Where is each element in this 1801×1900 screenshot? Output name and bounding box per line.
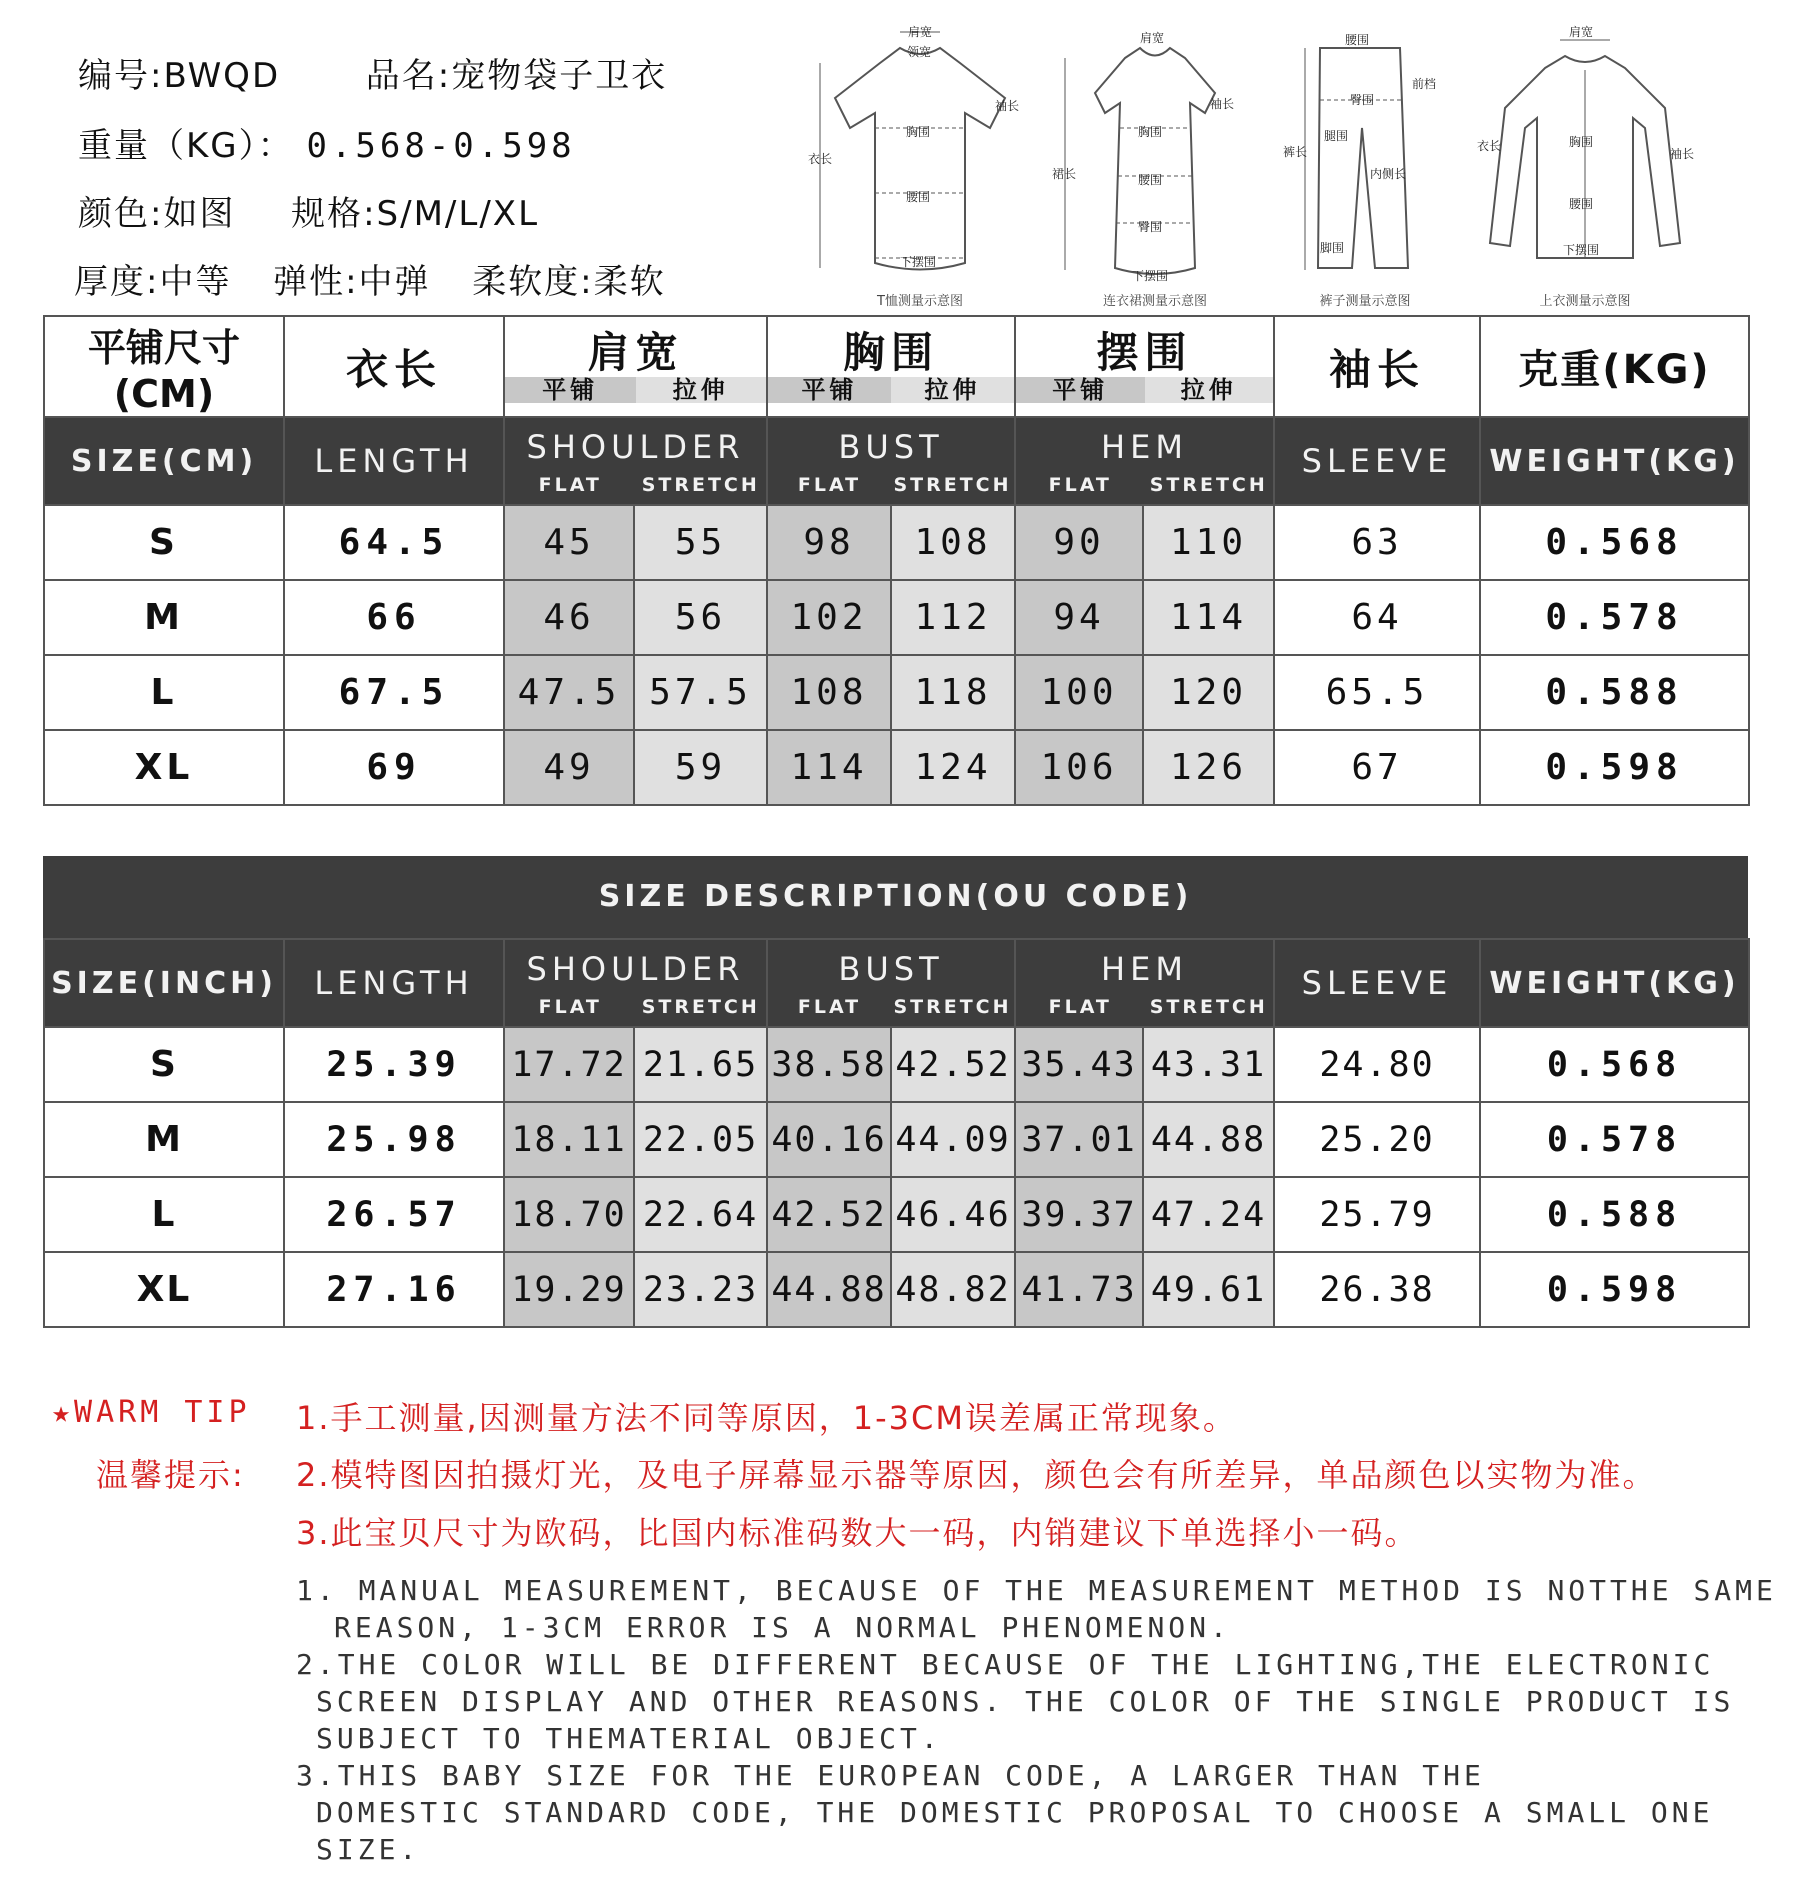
material-line <box>74 254 666 303</box>
cn-shoulder-header: 肩宽 平铺 拉伸 <box>504 316 767 417</box>
svg-text:前档: 前档 <box>1412 77 1437 91</box>
cn-bust-header: 胸围 平铺 拉伸 <box>767 316 1015 417</box>
tip-en-line: 3.THIS BABY SIZE FOR THE EUROPEAN CODE, A LARGER THAN THE <box>296 1759 1485 1792</box>
tip-en-line: REASON, 1-3CM ERROR IS A NORMAL PHENOMENON. <box>334 1611 1231 1644</box>
product-name: 品名:宠物袋子卫衣 <box>365 56 668 96</box>
svg-text:肩宽: 肩宽 <box>1569 25 1594 39</box>
inch-sleeve-header: SLEEVE <box>1274 939 1480 1027</box>
tip-en-line: 2.THE COLOR WILL BE DIFFERENT BECAUSE OF THE LIGHTING,THE ELECTRONIC <box>296 1648 1715 1681</box>
table-row: M 25.98 18.11 22.05 40.16 44.09 37.01 44.88 25.20 0.578 <box>44 1102 1749 1177</box>
dress-diagram-caption: 连衣裙测量示意图 <box>1102 294 1207 309</box>
pants-measure-diagram <box>1280 18 1450 309</box>
tip-cn-2: 2.模特图因拍摄灯光，及电子屏幕显示器等原因，颜色会有所差异，单品颜色以实物为准。 <box>296 1456 1657 1494</box>
warm-tip-cn-label: 温馨提示: <box>96 1456 245 1494</box>
table-row: L 67.5 47.5 57.5 108 118 100 120 65.5 0.588 <box>44 655 1749 730</box>
weight-label: 重量（KG）： <box>78 126 294 166</box>
weight-value: 0.568-0.598 <box>306 126 576 166</box>
svg-text:胸围: 胸围 <box>1138 125 1163 139</box>
en-weight-header: WEIGHT(KG) <box>1480 417 1749 505</box>
svg-text:下摆围: 下摆围 <box>900 255 937 269</box>
tip-en-line: 1. MANUAL MEASUREMENT, BECAUSE OF THE MEASUREMENT METHOD IS NOTTHE SAME <box>296 1574 1777 1607</box>
dress-measure-diagram <box>1050 18 1260 309</box>
svg-text:衣长: 衣长 <box>1477 139 1502 153</box>
jacket-measure-diagram <box>1465 18 1705 309</box>
svg-text:下摆围: 下摆围 <box>1563 243 1600 257</box>
inch-length-header: LENGTH <box>284 939 504 1027</box>
svg-text:袖长: 袖长 <box>1670 147 1695 161</box>
table-row: L 26.57 18.70 22.64 42.52 46.46 39.37 47.24 25.79 0.588 <box>44 1177 1749 1252</box>
tip-en-line: DOMESTIC STANDARD CODE, THE DOMESTIC PROPOSAL TO CHOOSE A SMALL ONE SIZE. <box>316 1796 1714 1866</box>
cn-length-header: 衣长 <box>284 316 504 417</box>
size-description-title: SIZE DESCRIPTION(OU CODE) <box>43 856 1748 938</box>
svg-text:裤长: 裤长 <box>1283 145 1308 159</box>
pants-outline-icon <box>1280 18 1450 303</box>
jacket-diagram-caption: 上衣测量示意图 <box>1539 294 1631 309</box>
warm-tip-label: ★WARM TIP <box>52 1395 251 1430</box>
en-hem-header: HEM FLAT STRETCH <box>1015 417 1274 505</box>
inch-bust-header: BUST FLAT STRETCH <box>767 939 1015 1027</box>
svg-text:腰围: 腰围 <box>1569 197 1594 211</box>
inch-weight-header: WEIGHT(KG) <box>1480 939 1749 1027</box>
tip-cn-3: 3.此宝贝尺寸为欧码，比国内标准码数大一码，内销建议下单选择小一码。 <box>296 1514 1419 1552</box>
en-bust-header: BUST FLAT STRETCH <box>767 417 1015 505</box>
thickness-info: 厚度:中等 <box>74 262 232 302</box>
svg-text:腰围: 腰围 <box>906 190 931 204</box>
en-shoulder-header: SHOULDER FLAT STRETCH <box>504 417 767 505</box>
tip-en-line: SCREEN DISPLAY AND OTHER REASONS. THE COLOR OF THE SINGLE PRODUCT IS <box>316 1685 1735 1718</box>
svg-text:腰围: 腰围 <box>1138 173 1163 187</box>
svg-text:内侧长: 内侧长 <box>1370 167 1407 181</box>
svg-text:袖长: 袖长 <box>1210 97 1235 111</box>
table-row: M 66 46 56 102 112 94 114 64 0.578 <box>44 580 1749 655</box>
table-row: S 64.5 45 55 98 108 90 110 63 0.568 <box>44 505 1749 580</box>
softness-info: 柔软度:柔软 <box>472 262 666 302</box>
inch-hem-header: HEM FLAT STRETCH <box>1015 939 1274 1027</box>
svg-text:肩宽: 肩宽 <box>1140 31 1165 45</box>
svg-text:臀围: 臀围 <box>1138 220 1163 234</box>
tshirt-diagram-caption: T恤测量示意图 <box>877 294 963 309</box>
svg-text:腿围: 腿围 <box>1324 129 1349 143</box>
en-length-header: LENGTH <box>284 417 504 505</box>
tip-en-block <box>296 1572 1801 1868</box>
size-table-inch <box>43 938 1750 1328</box>
svg-text:领宽: 领宽 <box>907 45 932 59</box>
en-size-header: SIZE(CM) <box>44 417 284 505</box>
product-code-line <box>78 48 667 97</box>
inch-size-header: SIZE(INCH) <box>44 939 284 1027</box>
dress-outline-icon <box>1050 18 1260 303</box>
table-row: XL 27.16 19.29 23.23 44.88 48.82 41.73 49.61 26.38 0.598 <box>44 1252 1749 1327</box>
cn-sleeve-header: 袖长 <box>1274 316 1480 417</box>
cn-header-row <box>44 316 1749 417</box>
inch-shoulder-header: SHOULDER FLAT STRETCH <box>504 939 767 1027</box>
jacket-outline-icon <box>1465 18 1705 303</box>
table-row: S 25.39 17.72 21.65 38.58 42.52 35.43 43.31 24.80 0.568 <box>44 1027 1749 1102</box>
inch-header-row <box>44 939 1749 1027</box>
tshirt-outline-icon <box>800 18 1040 303</box>
svg-text:肩宽: 肩宽 <box>908 25 933 39</box>
svg-text:胸围: 胸围 <box>906 125 931 139</box>
en-header-row <box>44 417 1749 505</box>
svg-text:胸围: 胸围 <box>1569 135 1594 149</box>
tip-cn-1: 1.手工测量,因测量方法不同等原因，1-3CM误差属正常现象。 <box>296 1399 1237 1437</box>
cn-hem-header: 摆围 平铺 拉伸 <box>1015 316 1274 417</box>
tshirt-measure-diagram <box>800 18 1040 309</box>
elasticity-info: 弹性:中弹 <box>273 262 431 302</box>
weight-line <box>78 118 576 167</box>
svg-text:衣长: 衣长 <box>808 152 833 166</box>
cn-size-header: 平铺尺寸(CM) <box>44 316 284 417</box>
spec-info: 规格:S/M/L/XL <box>291 194 540 234</box>
color-info: 颜色:如图 <box>78 194 236 234</box>
cn-weight-header: 克重(KG) <box>1480 316 1749 417</box>
svg-text:下摆围: 下摆围 <box>1132 269 1169 283</box>
svg-text:腰围: 腰围 <box>1345 33 1370 47</box>
en-sleeve-header: SLEEVE <box>1274 417 1480 505</box>
table-row: XL 69 49 59 114 124 106 126 67 0.598 <box>44 730 1749 805</box>
svg-text:裙长: 裙长 <box>1052 167 1077 181</box>
color-spec-line <box>78 186 539 235</box>
svg-text:袖长: 袖长 <box>995 99 1020 113</box>
pants-diagram-caption: 裤子测量示意图 <box>1319 294 1411 309</box>
svg-text:臀围: 臀围 <box>1350 93 1375 107</box>
svg-text:脚围: 脚围 <box>1320 241 1345 255</box>
product-code: 编号:BWQD <box>78 56 281 96</box>
size-table-cm <box>43 315 1750 806</box>
tip-en-line: SUBJECT TO THEMATERIAL OBJECT. <box>316 1722 942 1755</box>
